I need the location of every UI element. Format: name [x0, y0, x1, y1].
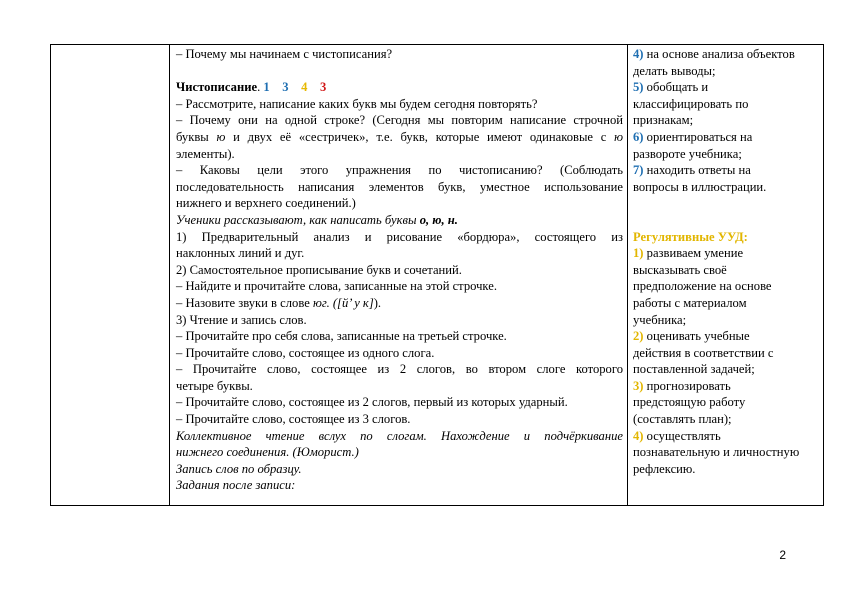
task-6: – Прочитайте слово, состоящее из 2 слогов, первый из которых ударный. — [176, 395, 568, 410]
uud-item: 7) находить ответы на вопросы в иллюстрации. — [633, 163, 767, 194]
students-tell: Ученики рассказывают, как написать буквы о, ю, н. — [176, 212, 458, 227]
task-4: – Прочитайте слово, состоящее из одного слога. — [176, 345, 435, 360]
uud-item: 4) осуществлять познавательную и личностную рефлексию. — [633, 428, 800, 476]
step-1-line-2: наклонных линий и дуг. — [176, 246, 305, 261]
heading-num-1: 1 — [263, 80, 270, 95]
collective-reading-line-2: нижнего соединения. (Юморист.) — [176, 445, 359, 460]
step-1-line-1: 1) Предварительный анализ и рисование «бордюра», состоящего из — [176, 229, 623, 244]
uud-item: 2) оценивать учебные действия в соответствии с поставленной задачей; — [633, 329, 774, 377]
sample-writing: Запись слов по образцу. — [176, 461, 302, 476]
task-5-line-2: четыре буквы. — [176, 378, 253, 393]
section-heading: Чистописание. 1 3 4 3 — [176, 80, 327, 95]
column-divider-1 — [169, 45, 170, 505]
after-writing-tasks: Задания после записи: — [176, 478, 296, 493]
cognitive-uud-list — [633, 46, 821, 195]
uud-item: 1) развиваем умение высказывать своё предположение на основе работы с материалом учебника; — [633, 246, 772, 327]
question-2-line-1: – Почему они на одной строке? (Сегодня мы повторим написание строчной — [176, 113, 623, 128]
heading-num-2: 3 — [282, 80, 289, 95]
question-2-line-2: буквы ю и двух её «сестричек», т.е. букв, которые имеют одинаковые с ю — [176, 129, 624, 144]
collective-reading-line-1: Коллективное чтение вслух по слогам. Нахождение и подчёркивание — [176, 428, 623, 443]
column-divider-2 — [627, 45, 628, 505]
uud-item: 4) на основе анализа объектов делать выводы; — [633, 47, 795, 78]
question-2-line-3: элементы). — [176, 146, 235, 161]
step-3: 3) Чтение и запись слов. — [176, 312, 307, 327]
lesson-content-column — [173, 46, 625, 494]
question-3-line-1: – Каковы цели этого упражнения по чистописанию? (Соблюдать — [176, 163, 623, 178]
question-3-line-2: последовательность написания элементов букв, уместное использование — [176, 179, 623, 194]
heading-num-4: 3 — [320, 80, 327, 95]
regulative-uud-heading: Регулятивные УУД: — [633, 229, 748, 244]
task-7: – Прочитайте слово, состоящее из 3 слогов. — [176, 412, 411, 427]
lesson-table — [50, 44, 824, 506]
uud-item: 5) обобщать и классифицировать по признакам; — [633, 80, 749, 128]
intro-question: – Почему мы начинаем с чистописания? — [176, 47, 393, 61]
uud-column — [631, 46, 823, 477]
regulative-uud-list — [633, 245, 821, 477]
step-2: 2) Самостоятельное прописывание букв и сочетаний. — [176, 262, 462, 277]
uud-item: 6) ориентироваться на развороте учебника; — [633, 129, 753, 161]
page-number: 2 — [779, 548, 786, 562]
question-3-line-3: нижнего и верхнего соединений.) — [176, 196, 356, 211]
question-1: – Рассмотрите, написание каких букв мы будем сегодня повторять? — [176, 96, 538, 111]
task-3: – Прочитайте про себя слова, записанные на третьей строчке. — [176, 329, 507, 344]
uud-item: 3) прогнозировать предстоящую работу (составлять план); — [633, 378, 746, 427]
task-5-line-1: – Прочитайте слово, состоящее из 2 слогов, во втором слоге которого — [176, 362, 623, 377]
task-2: – Назовите звуки в слове юг. ([й’ у к]). — [176, 295, 382, 310]
task-1: – Найдите и прочитайте слова, записанные на этой строчке. — [176, 279, 497, 294]
heading-num-3: 4 — [301, 80, 308, 95]
